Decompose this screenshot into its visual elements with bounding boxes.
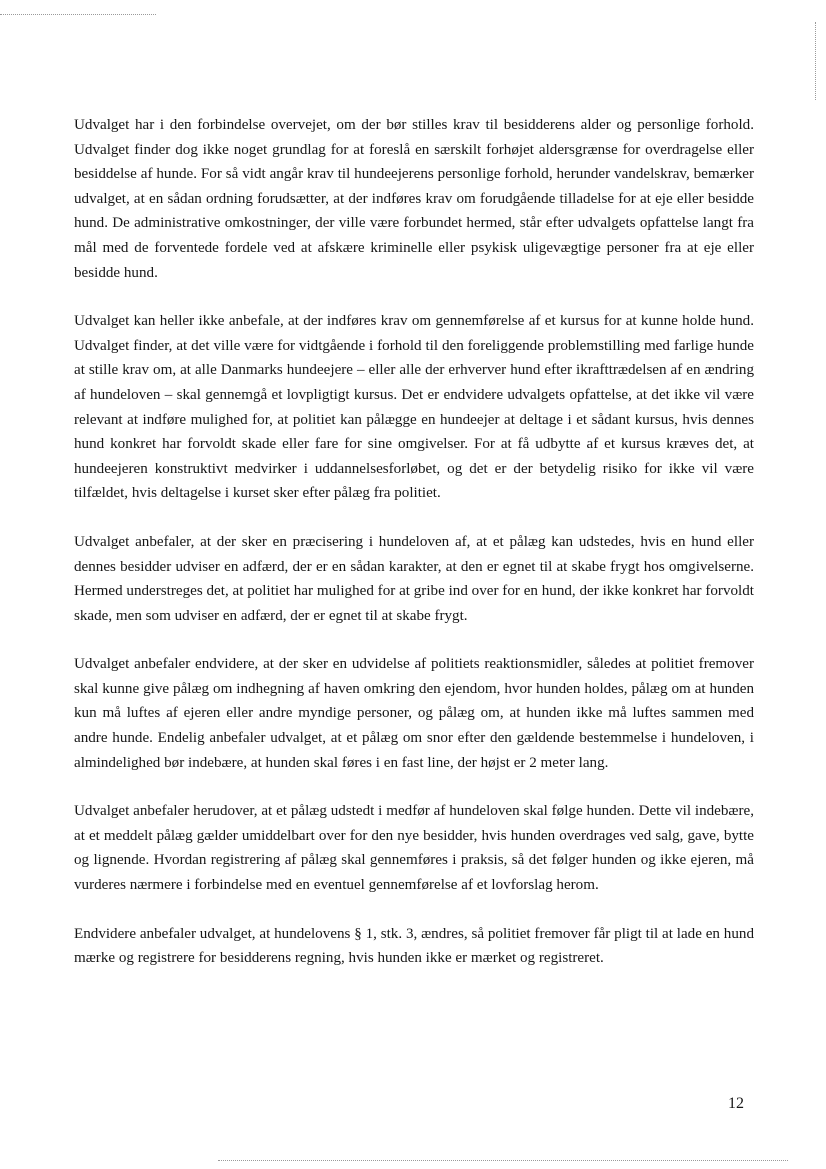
paragraph-clarification-of-orders: Udvalget anbefaler, at der sker en præcisering i hundeloven af, at et pålæg kan udstedes, hvis en hund eller dennes besidder udviser en adfærd, der er en sådan karakter, at den er egnet til at skabe frygt hos omgivelserne. Hermed understreges det, at politiet har mulighed for at gribe ind over for en hund, der ikke konkret har forvoldt skade, men som udviser en adfærd, der er egnet til at skabe frygt. <box>74 533 754 624</box>
scan-edge-mark-top <box>0 14 156 15</box>
paragraph-police-reaction-measures: Udvalget anbefaler endvidere, at der sker en udvidelse af politiets reaktionsmidler, således at politiet fremover skal kunne give pålæg om indhegning af haven omkring den ejendom, hvor hunden holdes, pålæg om at hunden kun må luftes af ejeren eller andre myndige personer, og pålæg om, at hunden ikke må luftes sammen med andre hunde. Endelig anbefaler udvalget, at et pålæg om snor efter den gældende bestemmelse i hundeloven, i almindelighed bør indebære, at hunden skal føres i en fast line, der højst er 2 meter lang. <box>74 656 754 771</box>
paragraph-course-requirement: Udvalget kan heller ikke anbefale, at der indføres krav om gennemførelse af et kursus for at kunne holde hund. Udvalget finder, at det ville være for vidtgående i forhold til den foreliggende problemstilling med farlige hunde at stille krav om, at alle Danmarks hundeejere – eller alle der erhverver hund efter ikrafttrædelsen af en ændring af hundeloven – skal gennemgå et lovpligtigt kursus. Det er endvidere udvalgets opfattelse, at det ikke vil være relevant at indføre mulighed for, at politiet kan pålægge en hundeejer at deltage i et sådant kursus, hvis dennes hund konkret har forvoldt skade eller fare for sine omgivelser. For at få udbytte af et kursus kræves det, at hundeejeren konstruktivt medvirker i uddannelsesforløbet, og det er der betydelig risiko for ikke vil være tilfældet, hvis deltagelse i kurset sker efter pålæg fra politiet. <box>74 313 754 502</box>
paragraph-order-follows-dog: Udvalget anbefaler herudover, at et pålæg udstedt i medfør af hundeloven skal følge hunden. Dette vil indebære, at et meddelt pålæg gælder umiddelbart over for den nye besidder, hvis hunden overdrages ved salg, gave, bytte og lignende. Hvordan registrering af pålæg skal gennemføres i praksis, så det følger hunden og ikke ejeren, må vurderes nærmere i forbindelse med en eventuel gennemførelse af et lovforslag herom. <box>74 803 754 894</box>
page-number: 12 <box>728 1095 744 1112</box>
scan-edge-mark-bottom <box>218 1160 788 1161</box>
scan-edge-mark-right <box>815 22 816 100</box>
paragraph-marking-and-registration: Endvidere anbefaler udvalget, at hundelovens § 1, stk. 3, ændres, så politiet fremover får pligt til at lade en hund mærke og registrere for besidderens regning, hvis hunden ikke er mærket og registreret. <box>74 925 754 967</box>
paragraph-age-and-personal-conditions: Udvalget har i den forbindelse overvejet, om der bør stilles krav til besidderens alder og personlige forhold. Udvalget finder dog ikke noget grundlag for at foreslå en særskilt forhøjet aldersgrænse for overdragelse eller besiddelse af hunde. For så vidt angår krav til hundeejerens personlige forhold, herunder vandelskrav, bemærker udvalget, at en sådan ordning forudsætter, at der indføres krav om forudgående tilladelse for at eje eller besidde hund. De administrative omkostninger, der ville være forbundet hermed, står efter udvalgets opfattelse langt fra mål med de forventede fordele ved at afskære kriminelle eller psykisk uligevægtige personer fra at eje eller besidde hund. <box>74 117 754 281</box>
page-body <box>74 113 754 995</box>
